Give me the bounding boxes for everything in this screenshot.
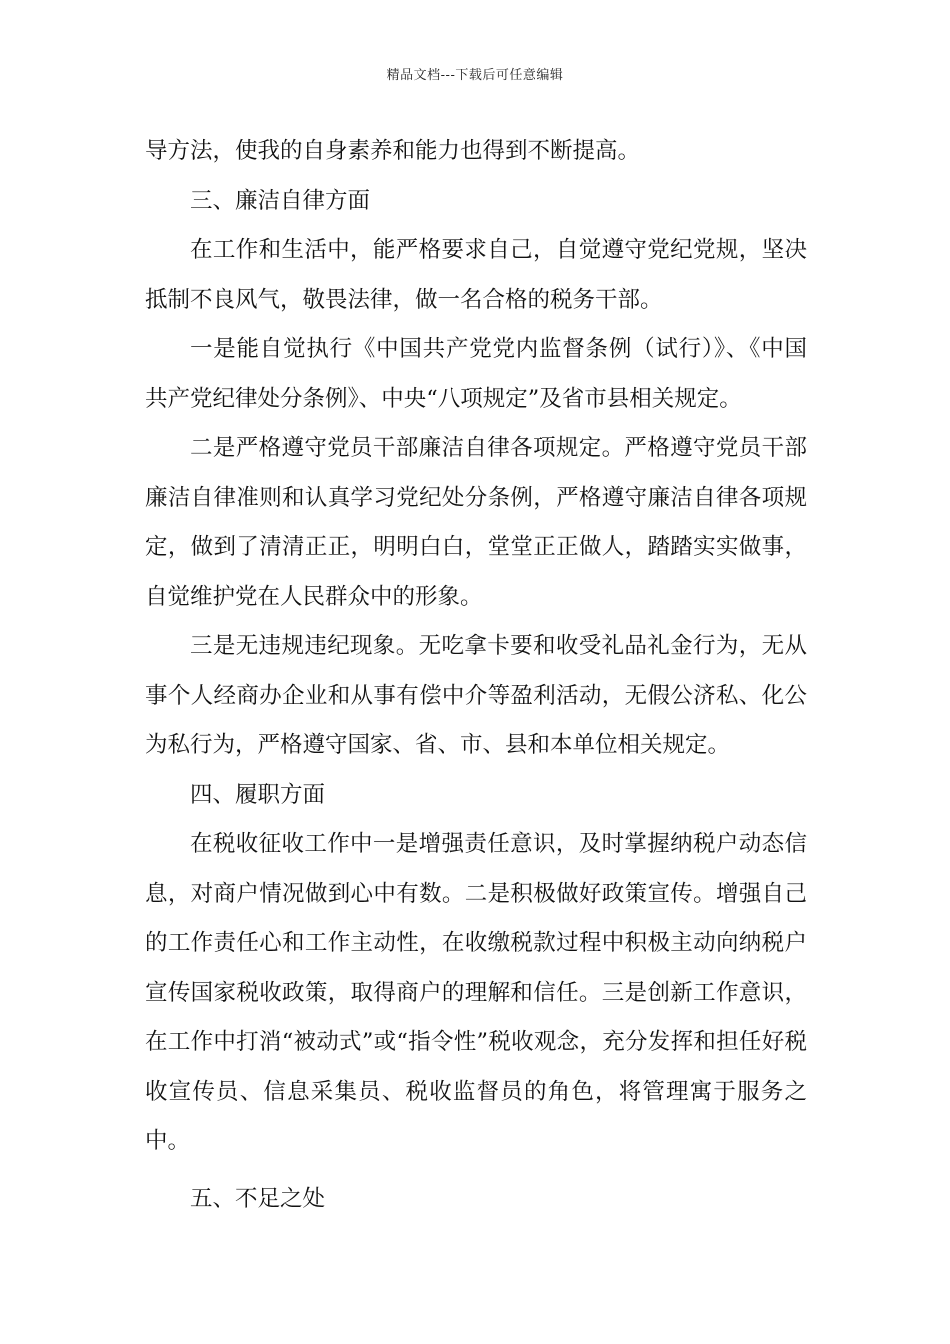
section-heading-3: 三、廉洁自律方面 xyxy=(190,187,371,214)
paragraph: 在税收征收工作中一是增强责任意识，及时掌握纳税户动态信息，对商户情况做到心中有数。二是积极做好政策宣传。增强自己的工作责任心和工作主动性，在收缴税款过程中积极主动向纳税户宣传国家税收政策，取得商户的理解和信任。三是创新工作意识，在工作中打消“被动式”或“指令性”税收观念，充分发挥和担任好税收宣传员、信息采集员、税收监督员的角色，将管理寓于服务之中。 xyxy=(145,831,807,1154)
paragraph-continued: 导方法，使我的自身素养和能力也得到不断提高。 xyxy=(145,138,641,164)
paragraph: 一是能自觉执行《中国共产党党内监督条例（试行）》、《中国共产党纪律处分条例》、中央“八项规定”及省市县相关规定。 xyxy=(145,336,807,412)
paragraph: 三是无违规违纪现象。无吃拿卡要和收受礼品礼金行为，无从事个人经商办企业和从事有偿中介等盈利活动，无假公济私、化公为私行为，严格遵守国家、省、市、县和本单位相关规定。 xyxy=(145,633,807,758)
document-body xyxy=(145,127,807,1224)
paragraph: 二是严格遵守党员干部廉洁自律各项规定。严格遵守党员干部廉洁自律准则和认真学习党纪处分条例，严格遵守廉洁自律各项规定，做到了清清正正，明明白白，堂堂正正做人，踏踏实实做事，自觉维护党在人民群众中的形象。 xyxy=(145,435,807,610)
section-heading-5: 五、不足之处 xyxy=(190,1185,326,1212)
page-header: 精品文档---下载后可任意编辑 xyxy=(386,68,564,83)
paragraph: 在工作和生活中，能严格要求自己，自觉遵守党纪党规，坚决抵制不良风气，敬畏法律，做一名合格的税务干部。 xyxy=(145,237,807,313)
section-heading-4: 四、履职方面 xyxy=(190,781,326,808)
